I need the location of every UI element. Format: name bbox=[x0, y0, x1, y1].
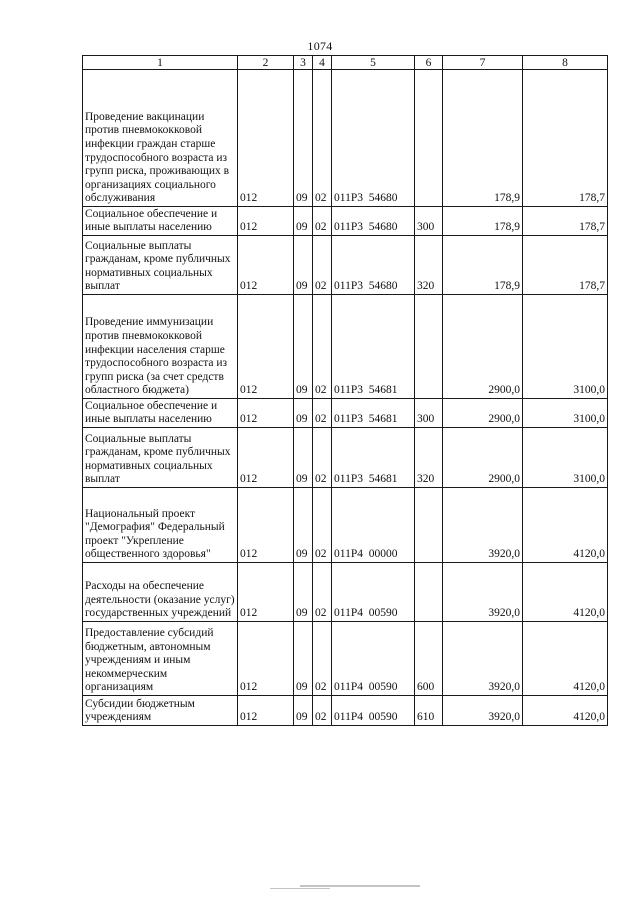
row-amount-year1: 2900,0 bbox=[443, 428, 523, 488]
row-expense-type-code: 320 bbox=[415, 236, 443, 295]
row-ministry-code: 012 bbox=[238, 488, 294, 563]
row-target-article-code: 011P3 54681 bbox=[332, 399, 415, 428]
row-ministry-code: 012 bbox=[238, 563, 294, 622]
scan-artifact bbox=[300, 885, 420, 887]
row-target-article-code: 011P3 54681 bbox=[332, 428, 415, 488]
row-expense-type-code: 610 bbox=[415, 696, 443, 726]
row-amount-year2: 4120,0 bbox=[523, 696, 608, 726]
row-ministry-code: 012 bbox=[238, 70, 294, 207]
header-cell-7: 7 bbox=[443, 56, 523, 70]
row-amount-year1: 178,9 bbox=[443, 236, 523, 295]
row-amount-year2: 178,7 bbox=[523, 207, 608, 236]
row-name-cell: Проведение вакцинации против пневмококковой инфекции граждан старше трудоспособного возраста из групп риска, проживающих в организациях социального обслуживания bbox=[83, 70, 238, 207]
scan-artifact bbox=[270, 888, 330, 889]
row-name-cell: Социальное обеспечение и иные выплаты населению bbox=[83, 399, 238, 428]
row-ministry-code: 012 bbox=[238, 295, 294, 399]
row-amount-year1: 178,9 bbox=[443, 70, 523, 207]
row-name-cell: Социальное обеспечение и иные выплаты населению bbox=[83, 207, 238, 236]
row-amount-year2: 4120,0 bbox=[523, 563, 608, 622]
row-subsection-code: 02 bbox=[313, 207, 332, 236]
row-ministry-code: 012 bbox=[238, 696, 294, 726]
table-row bbox=[83, 207, 608, 236]
header-cell-6: 6 bbox=[415, 56, 443, 70]
row-section-code: 09 bbox=[294, 70, 313, 207]
row-expense-type-code bbox=[415, 70, 443, 207]
row-subsection-code: 02 bbox=[313, 236, 332, 295]
row-subsection-code: 02 bbox=[313, 488, 332, 563]
row-expense-type-code bbox=[415, 295, 443, 399]
row-subsection-code: 02 bbox=[313, 70, 332, 207]
table-row bbox=[83, 428, 608, 488]
row-target-article-code: 011P3 54680 bbox=[332, 236, 415, 295]
row-expense-type-code: 300 bbox=[415, 399, 443, 428]
row-target-article-code: 011P3 54680 bbox=[332, 70, 415, 207]
row-expense-type-code bbox=[415, 563, 443, 622]
row-amount-year1: 2900,0 bbox=[443, 399, 523, 428]
table-row bbox=[83, 488, 608, 563]
row-subsection-code: 02 bbox=[313, 622, 332, 696]
header-row bbox=[83, 56, 608, 70]
row-section-code: 09 bbox=[294, 207, 313, 236]
header-cell-3: 3 bbox=[294, 56, 313, 70]
row-name-cell: Социальные выплаты гражданам, кроме публичных нормативных социальных выплат bbox=[83, 428, 238, 488]
table-body bbox=[83, 70, 608, 726]
row-section-code: 09 bbox=[294, 399, 313, 428]
row-ministry-code: 012 bbox=[238, 622, 294, 696]
row-name-cell: Расходы на обеспечение деятельности (оказание услуг) государственных учреждений bbox=[83, 563, 238, 622]
row-target-article-code: 011P3 54681 bbox=[332, 295, 415, 399]
header-cell-2: 2 bbox=[238, 56, 294, 70]
row-expense-type-code: 600 bbox=[415, 622, 443, 696]
row-amount-year2: 3100,0 bbox=[523, 399, 608, 428]
row-expense-type-code: 320 bbox=[415, 428, 443, 488]
row-amount-year1: 3920,0 bbox=[443, 488, 523, 563]
row-section-code: 09 bbox=[294, 295, 313, 399]
table-row bbox=[83, 295, 608, 399]
table-row bbox=[83, 70, 608, 207]
row-amount-year2: 4120,0 bbox=[523, 488, 608, 563]
row-amount-year2: 178,7 bbox=[523, 70, 608, 207]
table-row bbox=[83, 696, 608, 726]
row-amount-year1: 178,9 bbox=[443, 207, 523, 236]
row-ministry-code: 012 bbox=[238, 236, 294, 295]
header-cell-1: 1 bbox=[83, 56, 238, 70]
row-target-article-code: 011P4 00590 bbox=[332, 696, 415, 726]
table-row bbox=[83, 399, 608, 428]
row-name-cell: Социальные выплаты гражданам, кроме публичных нормативных социальных выплат bbox=[83, 236, 238, 295]
row-amount-year1: 3920,0 bbox=[443, 622, 523, 696]
row-section-code: 09 bbox=[294, 236, 313, 295]
table-row bbox=[83, 563, 608, 622]
row-section-code: 09 bbox=[294, 622, 313, 696]
row-amount-year2: 3100,0 bbox=[523, 295, 608, 399]
row-section-code: 09 bbox=[294, 488, 313, 563]
row-expense-type-code: 300 bbox=[415, 207, 443, 236]
row-target-article-code: 011P4 00590 bbox=[332, 563, 415, 622]
row-target-article-code: 011P4 00590 bbox=[332, 622, 415, 696]
row-subsection-code: 02 bbox=[313, 696, 332, 726]
row-ministry-code: 012 bbox=[238, 207, 294, 236]
row-amount-year1: 2900,0 bbox=[443, 295, 523, 399]
row-name-cell: Предоставление субсидий бюджетным, автономным учреждениям и иным некоммерческим организациям bbox=[83, 622, 238, 696]
row-subsection-code: 02 bbox=[313, 399, 332, 428]
header-cell-5: 5 bbox=[332, 56, 415, 70]
row-amount-year1: 3920,0 bbox=[443, 563, 523, 622]
row-name-cell: Проведение иммунизации против пневмококковой инфекции населения старше трудоспособного возраста из групп риска (за счет средств областного бюджета) bbox=[83, 295, 238, 399]
header-cell-4: 4 bbox=[313, 56, 332, 70]
row-target-article-code: 011P4 00000 bbox=[332, 488, 415, 563]
row-subsection-code: 02 bbox=[313, 563, 332, 622]
row-ministry-code: 012 bbox=[238, 428, 294, 488]
row-amount-year1: 3920,0 bbox=[443, 696, 523, 726]
row-ministry-code: 012 bbox=[238, 399, 294, 428]
page-number: 1074 bbox=[307, 39, 333, 53]
row-expense-type-code bbox=[415, 488, 443, 563]
row-name-cell: Национальный проект "Демография" Федеральный проект "Укрепление общественного здоровья" bbox=[83, 488, 238, 563]
row-amount-year2: 3100,0 bbox=[523, 428, 608, 488]
table-row bbox=[83, 622, 608, 696]
header-cell-8: 8 bbox=[523, 56, 608, 70]
row-amount-year2: 178,7 bbox=[523, 236, 608, 295]
table-row bbox=[83, 236, 608, 295]
row-amount-year2: 4120,0 bbox=[523, 622, 608, 696]
row-subsection-code: 02 bbox=[313, 295, 332, 399]
row-name-cell: Субсидии бюджетным учреждениям bbox=[83, 696, 238, 726]
row-subsection-code: 02 bbox=[313, 428, 332, 488]
budget-table bbox=[82, 55, 608, 726]
row-section-code: 09 bbox=[294, 428, 313, 488]
row-section-code: 09 bbox=[294, 563, 313, 622]
row-section-code: 09 bbox=[294, 696, 313, 726]
row-target-article-code: 011P3 54680 bbox=[332, 207, 415, 236]
